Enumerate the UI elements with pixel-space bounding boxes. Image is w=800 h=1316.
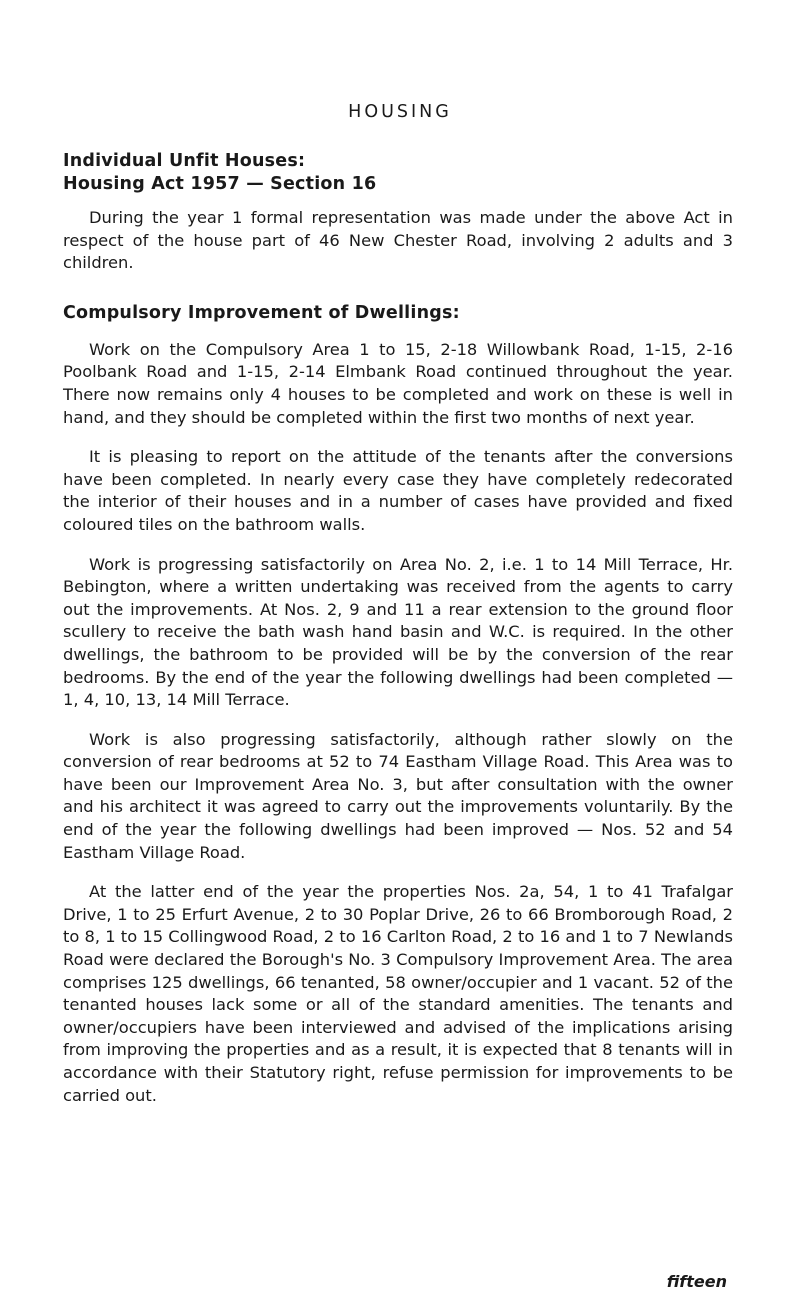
paragraph-tenant-attitude: It is pleasing to report on the attitude of the tenants after the conversions have been completed. In nearly every case they have completely redecorated the interior of their houses and in a number of cases have provided and fixed coloured tiles on the bathroom walls.	[63, 447, 733, 534]
paragraph-eastham-village: Work is also progressing satisfactorily, although rather slowly on the conversion of rear bedrooms at 52 to 74 Eastham Village Road. This Area was to have been our Improvement Area No. 3, but after consultation with the owner and his architect it was agreed to carry out the improvements voluntarily. By the end of the year the following dwellings had been improved — Nos. 52 and 54 Eastham Village Road.	[63, 729, 733, 862]
section-subheading-housing-act: Housing Act 1957 — Section 16	[63, 174, 377, 194]
paragraph-area-no-3: At the latter end of the year the properties Nos. 2a, 54, 1 to 41 Trafalgar Drive, 1 to 25 Erfurt Avenue, 2 to 30 Poplar Drive, 26 to 66 Bromborough Road, 2 to 8, 1 to 15 Collingwood Road, 2 to 16 Carlton Road, 2 to 16 and 1 to 7 Newlands Road were declared the Borough's No. 3 Compulsory Improvement Area. The area comprises 125 dwellings, 66 tenanted, 58 owner/occupier and 1 vacant. 52 of the tenanted houses lack some or all of the standard amenities. The tenants and owner/occupiers have been interviewed and advised of the implications arising from improving the properties and as a result, it is expected that 8 tenants will in accordance with their Statutory right, refuse permission for improvements to be carried out.	[63, 882, 733, 1105]
page-title: HOUSING	[348, 102, 452, 122]
section-heading-unfit-houses: Individual Unfit Houses:	[63, 151, 306, 171]
paragraph-mill-terrace: Work is progressing satisfactorily on Area No. 2, i.e. 1 to 14 Mill Terrace, Hr. Bebington, where a written undertaking was received from the agents to carry out the improvements. At Nos. 2, 9 and 11 a rear extension to the ground floor scullery to receive the bath wash hand basin and W.C. is required. In the other dwellings, the bathroom to be provided will be by the conversion of the rear bedrooms. By the end of the year the following dwellings had been completed — 1, 4, 10, 13, 14 Mill Terrace.	[63, 554, 733, 710]
document-body	[63, 150, 733, 1107]
page-number-label: fifteen	[666, 1272, 727, 1291]
section-heading-compulsory-improvement: Compulsory Improvement of Dwellings:	[63, 302, 460, 323]
paragraph-unfit-houses: During the year 1 formal representation was made under the above Act in respect of the house part of 46 New Chester Road, involving 2 adults and 3 children.	[63, 208, 733, 273]
paragraph-compulsory-area: Work on the Compulsory Area 1 to 15, 2-18 Willowbank Road, 1-15, 2-16 Poolbank Road and 1-15, 2-14 Elmbank Road continued throughout the year. There now remains only 4 houses to be completed and work on these is well in hand, and they should be completed within the first two months of next year.	[63, 339, 733, 427]
